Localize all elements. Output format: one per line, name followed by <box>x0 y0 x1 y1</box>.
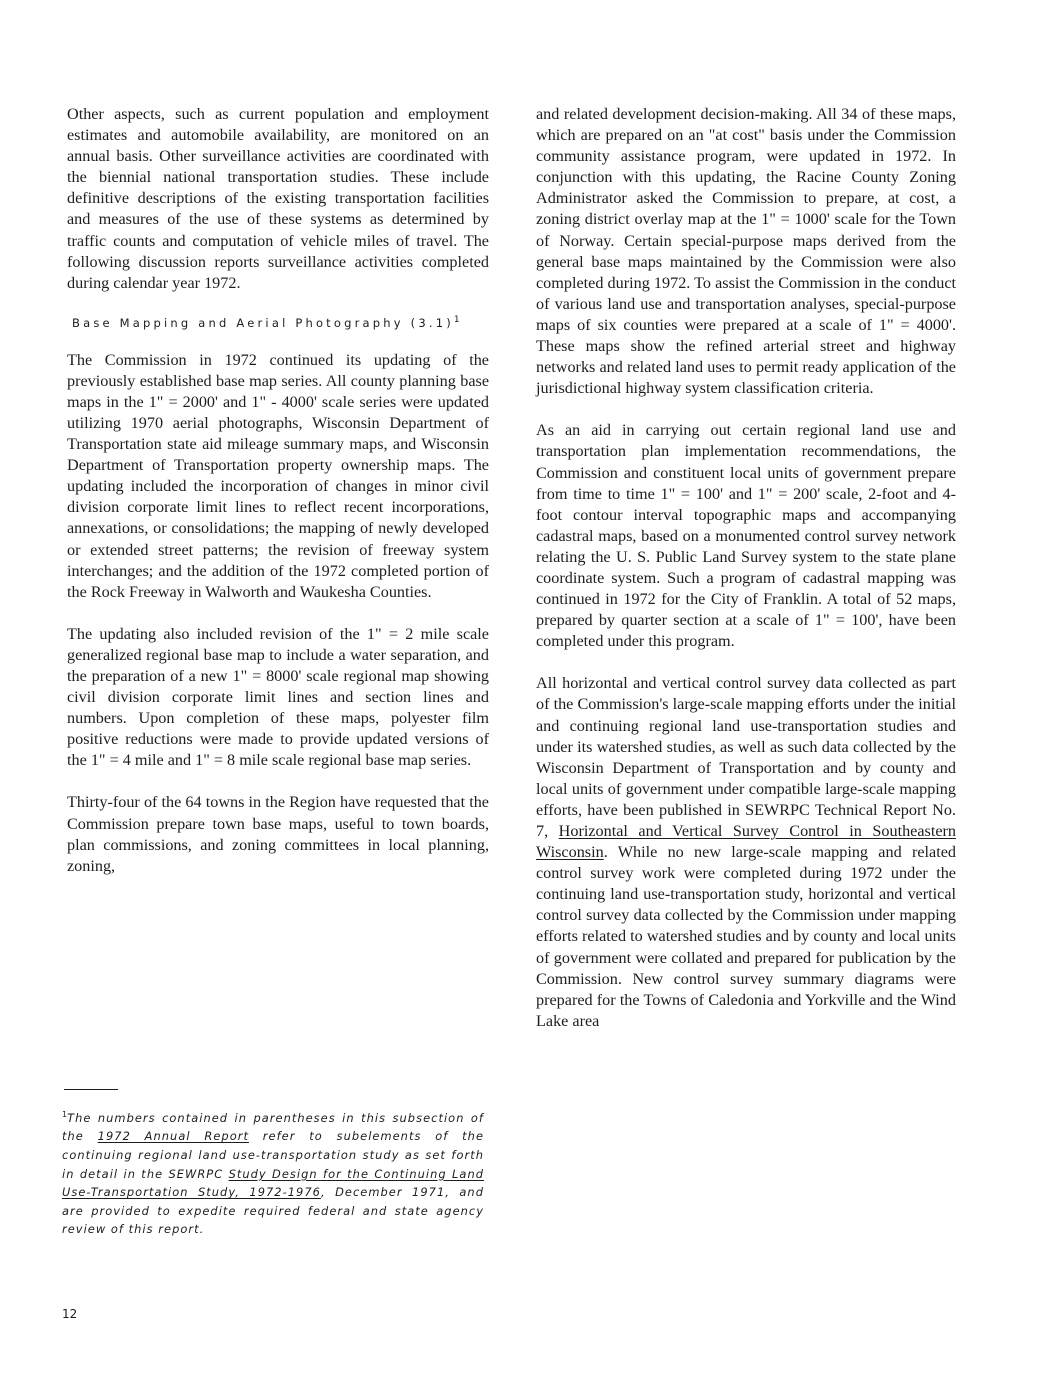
underlined-title: 1972 Annual Report <box>97 1129 249 1144</box>
paragraph <box>536 420 956 652</box>
text-run: The updating also included revision of the 1" = 2 mile scale generalized regional base map to include a water separation, and the preparation of a new 1" = 8000' scale regional map showing civil division corporate limit lines and section lines and numbers. Upon completion of these maps, polyester film positive reductions were made to provide updated versions of the 1" = 4 mile and 1" = 8 mile scale regional base map series. <box>67 624 489 770</box>
section-heading <box>72 315 489 330</box>
footnote-divider <box>64 1089 118 1090</box>
text-run: and related development decision-making. All 34 of these maps, which are prepared on an "at cost" basis under the Commission community assistance program, were updated in 1972. In conjunction with this updating, the Racine County Zoning Administrator asked the Commission to prepare, at cost, a zoning district overlay map at the 1" = 1000' scale for the Town of Norway. Certain special-purpose maps derived from the general base maps maintained by the Commission were also completed during 1972. To assist the Commission in the conduct of various land use and transportation analyses, special-purpose maps of six counties were prepared at a scale of 1" = 4000'. These maps show the refined arterial street and highway networks and related land uses to permit ready application of the jurisdictional highway system classification criteria. <box>536 105 956 398</box>
footnote <box>62 1106 484 1239</box>
paragraph <box>67 792 489 876</box>
right-column <box>536 104 956 1053</box>
text-run: , December 1971, and are provided to expedite required federal and state agency review of this report. <box>62 1185 484 1237</box>
paragraph <box>67 624 489 772</box>
left-column <box>67 104 489 898</box>
text-run: All horizontal and vertical control survey data collected as part of the Commission's large-scale mapping efforts under the initial and continuing regional land use-transportation studies and under its watershed studies, as well as such data collected by the Wisconsin Department of Transportation and by county and local units of government under compatible large-scale mapping efforts, have been published in SEWRPC Technical Report No. 7, <box>536 674 956 840</box>
paragraph <box>536 104 956 399</box>
footnote-marker: 1 <box>62 1110 68 1119</box>
paragraph <box>536 673 956 1032</box>
footnote-text <box>62 1111 484 1237</box>
paragraph <box>67 104 489 294</box>
text-run: The Commission in 1972 continued its updating of the previously established base map series. All county planning base maps in the 1" = 2000' and 1" - 4000' scale series were updated utilizing 1970 aerial photographs, Wisconsin Department of Transportation state aid mileage summary maps, and Wisconsin Department of Transportation property ownership maps. The updating included the incorporation of changes in minor civil division corporate limit lines to reflect recent incorporations, annexations, or consolidations; the mapping of newly developed or extended street patterns; the revision of freeway system interchanges; and the addition of the 1972 completed portion of the Rock Freeway in Walworth and Waukesha Counties. <box>67 350 489 601</box>
section-heading-text: Base Mapping and Aerial Photography (3.1) <box>72 315 454 330</box>
text-run: Other aspects, such as current population and employment estimates and automobile availability, are monitored on an annual basis. Other surveillance activities are coordinated with the biennial national transportation studies. These include definitive descriptions of the existing transportation facilities and measures of the use of these systems as determined by traffic counts and computation of vehicle miles of travel. The following discussion reports surveillance activities completed during calendar year 1972. <box>67 105 489 292</box>
text-run: refer to subelements of the continuing regional land use-transportation study as set forth in detail in the SEWRPC <box>62 1129 485 1181</box>
underlined-title: Horizontal and Vertical Survey Control in Southeastern Wisconsin <box>536 822 956 862</box>
text-run: . While no new large-scale mapping and related control survey work were completed during 1972 under the continuing land use-transportation study, horizontal and vertical control survey data collected by the Commission under mapping efforts related to watershed studies and by county and local units of government were collated and prepared for publication by the Commission. New control survey summary diagrams were prepared for the Towns of Caledonia and Yorkville and the Wind Lake area <box>536 843 956 1030</box>
page-number: 12 <box>62 1307 78 1321</box>
text-run: As an aid in carrying out certain regional land use and transportation plan implementation recommendations, the Commission and constituent local units of government prepare from time to time 1" = 100' and 1" = 200' scale, 2-foot and 4-foot contour interval topographic maps and accompanying cadastral maps, based on a monumented control survey network relating the U. S. Public Land Survey system to the state plane coordinate system. Such a program of cadastral mapping was continued in 1972 for the City of Franklin. A total of 52 maps, prepared by quarter section at a scale of 1" = 100', have been completed under this program. <box>536 421 956 651</box>
paragraph <box>67 350 489 603</box>
underlined-title: Study Design for the Continuing Land Use-Transportation Study, 1972-1976 <box>62 1166 484 1200</box>
footnote-reference: 1 <box>453 314 460 325</box>
text-run: Thirty-four of the 64 towns in the Region have requested that the Commission prepare town base maps, useful to town boards, plan commissions, and zoning committees in local planning, zoning, <box>67 793 489 875</box>
text-run: The numbers contained in parentheses in this subsection of the <box>62 1110 484 1144</box>
